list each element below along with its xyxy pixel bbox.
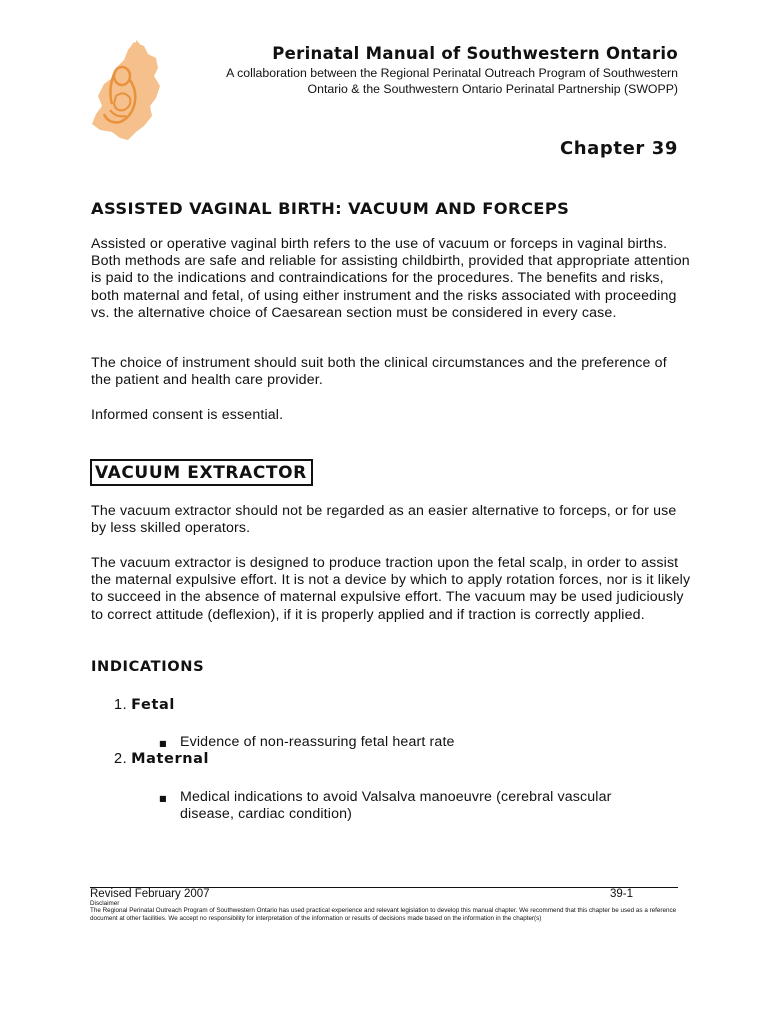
section-paragraph: The vacuum extractor is designed to produce traction upon the fetal scalp, in order to assist the maternal expulsive effort. It is not a device by which to apply rotation forces, nor is it likely to succeed in the absence of maternal expulsive effort. The vacuum may be used judiciously to correct attitude (deflexion), if it is properly applied and if traction is correctly applied. — [91, 555, 691, 623]
page-title: ASSISTED VAGINAL BIRTH: VACUUM AND FORCEPS — [91, 199, 570, 218]
indications-heading: INDICATIONS — [91, 658, 205, 675]
indication-item-fetal — [114, 697, 175, 713]
bullet-square-icon: ■ — [159, 794, 167, 803]
manual-subtitle-line-1: A collaboration between the Regional Perinatal Outreach Program of Southwestern — [226, 66, 678, 80]
disclaimer-label: Disclaimer — [90, 900, 120, 907]
indication-bullet-text: Medical indications to avoid Valsalva manoeuvre (cerebral vascular disease, cardiac condition) — [180, 789, 612, 823]
indication-item-maternal — [114, 751, 209, 767]
indication-number: 1. — [114, 697, 128, 713]
perinatal-logo-icon — [86, 40, 166, 142]
manual-title: Perinatal Manual of Southwestern Ontario — [272, 44, 678, 63]
chapter-number: Chapter 39 — [559, 138, 678, 159]
indication-bullet-text: Evidence of non-reassuring fetal heart rate — [180, 734, 455, 750]
indication-label: Maternal — [131, 751, 210, 767]
intro-paragraph: The choice of instrument should suit both the clinical circumstances and the preference of the patient and health care provider. — [91, 355, 667, 389]
manual-subtitle-line-2: Ontario & the Southwestern Ontario Perinatal Partnership (SWOPP) — [307, 81, 678, 96]
disclaimer-text: The Regional Perinatal Outreach Program of Southwestern Ontario has used practical experience and relevant legislation to develop this manual chapter. We recommend that this chapter be used as a reference document at other facilities. We accept no responsibility for interpretation of the information or results of decisions made based on the information in the chapter(s) — [90, 907, 677, 923]
section-heading-vacuum-extractor: VACUUM EXTRACTOR — [90, 459, 313, 486]
intro-paragraph: Informed consent is essential. — [91, 407, 284, 423]
manual-subtitle — [198, 66, 678, 97]
indication-label: Fetal — [131, 697, 175, 713]
indication-number: 2. — [114, 751, 128, 767]
section-paragraph: The vacuum extractor should not be regarded as an easier alternative to forceps, or for use by less skilled operators. — [91, 503, 677, 537]
revision-date: Revised February 2007 — [90, 888, 210, 900]
intro-paragraph: Assisted or operative vaginal birth refers to the use of vacuum or forceps in vaginal births. Both methods are safe and reliable for assisting childbirth, provided that appropriate attention is paid to the indications and contraindications for the procedures. The benefits and risks, both maternal and fetal, of using either instrument and the risks associated with proceeding vs. the alternative choice of Caesarean section must be considered in every case. — [91, 236, 690, 321]
page-number: 39-1 — [610, 888, 634, 900]
bullet-square-icon: ■ — [159, 739, 167, 748]
